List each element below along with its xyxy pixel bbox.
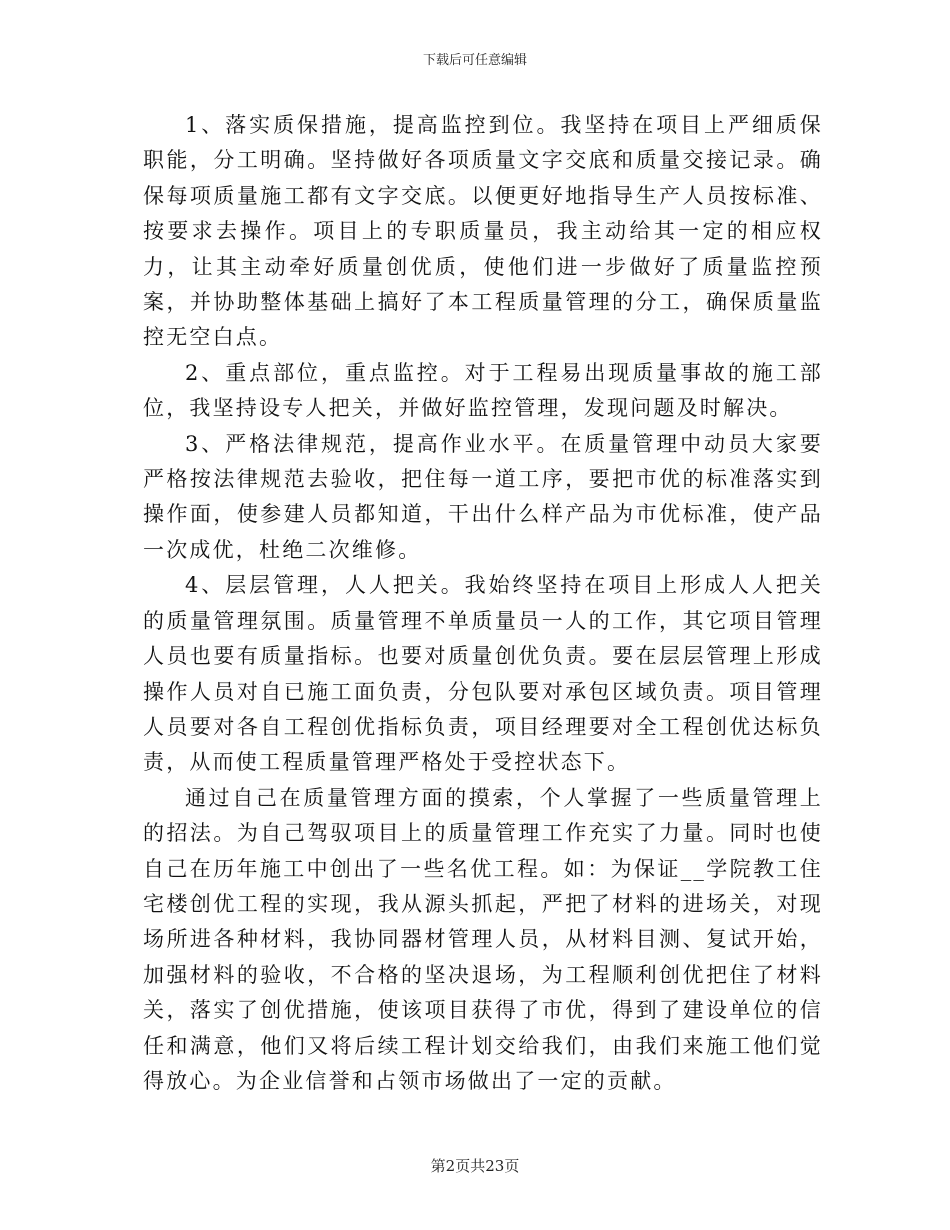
paragraph-4: 4、层层管理，人人把关。我始终坚持在项目上形成人人把关的质量管理氛围。质量管理不单质量员一人的工作，其它项目管理人员也要有质量指标。也要对质量创优负责。要在层层管理上形成操作人员对自已施工面负责，分包队要对承包区域负责。项目管理人员要对各自工程创优指标负责，项目经理要对全工程创优达标负责，从而使工程质量管理严格处于受控状态下。 <box>143 573 823 775</box>
current-page-number: 2 <box>445 1157 456 1175</box>
paragraph-1: 1、落实质保措施，提高监控到位。我坚持在项目上严细质保职能，分工明确。坚持做好各项质量文字交底和质量交接记录。确保每项质量施工都有文字交底。以便更好地指导生产人员按标准、按要求去操作。项目上的专职质量员，我主动给其一定的相应权力，让其主动牵好质量创优质，使他们进一步做好了质量监控预案，并协助整体基础上搞好了本工程质量管理的分工，确保质量监控无空白点。 <box>143 113 823 350</box>
paragraph-5: 通过自己在质量管理方面的摸索，个人掌握了一些质量管理上的招法。为自己驾驭项目上的质量管理工作充实了力量。同时也使自己在历年施工中创出了一些名优工程。如：为保证__学院教工住宅楼创优工程的实现，我从源头抓起，严把了材料的进场关，对现场所进各种材料，我协同器材管理人员，从材料目测、复试开始，加强材料的验收，不合格的坚决退场，为工程顺利创优把住了材料关，落实了创优措施，使该项目获得了市优，得到了建设单位的信任和满意，他们又将后续工程计划交给我们，由我们来施工他们觉得放心。为企业信誉和占领市场做出了一定的贡献。 <box>143 785 823 1093</box>
page-number-suffix: 页 <box>504 1157 520 1175</box>
page-number-prefix: 第 <box>430 1157 446 1175</box>
total-page-count: 23 <box>485 1157 505 1175</box>
page-number-middle: 页共 <box>455 1157 486 1175</box>
page-footer <box>0 1156 950 1176</box>
document-body <box>143 108 823 1099</box>
paragraph-3: 3、严格法律规范，提高作业水平。在质量管理中动员大家要严格按法律规范去验收，把住每一道工序，要把市优的标准落实到操作面，使参建人员都知道，干出什么样产品为市优标准，使产品一次成优，杜绝二次维修。 <box>143 431 823 562</box>
page-header: 下载后可任意编辑 <box>422 53 527 68</box>
paragraph-2: 2、重点部位，重点监控。对于工程易出现质量事故的施工部位，我坚持设专人把关，并做好监控管理，发现问题及时解决。 <box>143 360 823 421</box>
